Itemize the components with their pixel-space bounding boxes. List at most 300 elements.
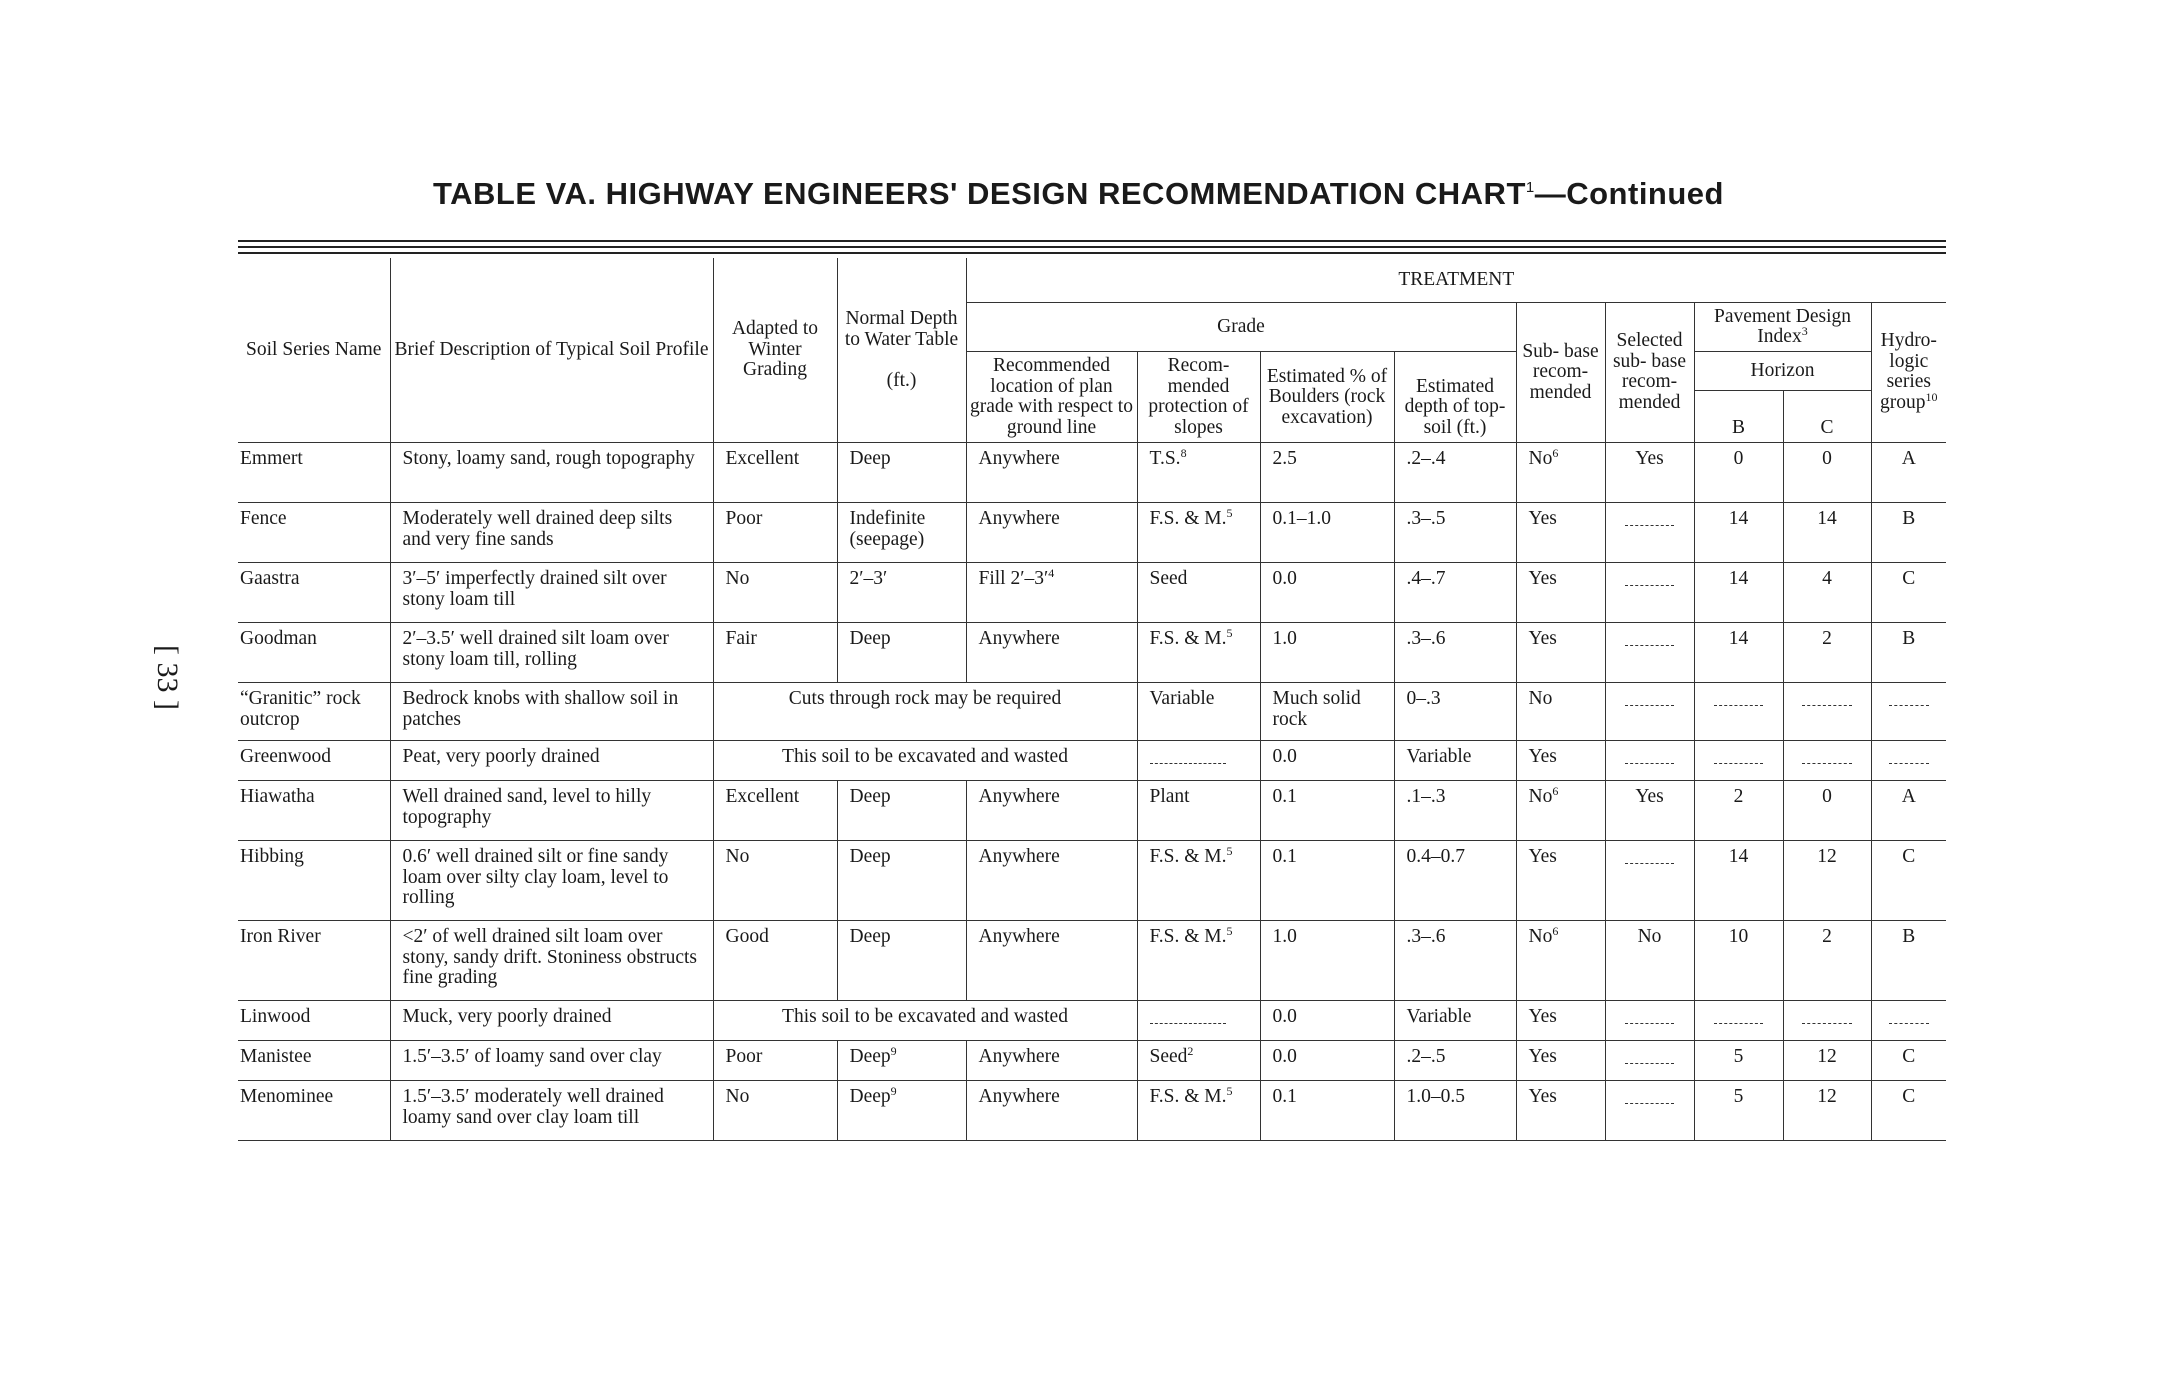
slope-protection [1137, 781, 1260, 841]
boulder-percent [1260, 921, 1394, 1001]
pavement-index-b [1694, 683, 1783, 741]
water-table-depth-text: Deep [849, 448, 891, 470]
boulder-percent-text: 0.0 [1272, 568, 1297, 590]
slope-protection-footnote: 5 [1226, 1084, 1233, 1099]
treatment-note-text: This soil to be excavated and wasted [782, 1006, 1068, 1028]
empty-dash [1714, 689, 1764, 706]
empty-dash [1714, 1007, 1764, 1024]
topsoil-depth [1394, 623, 1516, 683]
topsoil-depth [1394, 741, 1516, 781]
header-water-table-unit: (ft.) [886, 369, 917, 391]
boulder-percent-text: 1.0 [1272, 926, 1297, 948]
soil-series-name-text: Gaastra [240, 568, 300, 590]
slope-protection [1137, 1001, 1260, 1041]
winter-grading [713, 921, 837, 1001]
boulder-percent-text: 1.0 [1272, 628, 1297, 650]
topsoil-depth [1394, 683, 1516, 741]
soil-series-name-text: Manistee [240, 1046, 312, 1068]
soil-description [390, 1001, 713, 1041]
title-suffix: —Continued [1534, 176, 1724, 211]
soil-series-name [238, 841, 390, 921]
title-main: TABLE VA. HIGHWAY ENGINEERS' DESIGN RECOMMENDATION CHART [433, 176, 1526, 211]
topsoil-depth-text: Variable [1406, 746, 1472, 768]
boulder-percent [1260, 443, 1394, 503]
table-row [238, 841, 1946, 921]
plan-grade-location-text: Anywhere [978, 448, 1060, 470]
empty-dash [1802, 689, 1851, 706]
selected-subbase [1605, 563, 1694, 623]
soil-series-name-text: Iron River [240, 926, 321, 948]
header-pavement-index-label: Pavement Design Index [1713, 305, 1851, 347]
slope-protection [1137, 921, 1260, 1001]
winter-grading [713, 563, 837, 623]
topsoil-depth [1394, 1001, 1516, 1041]
plan-grade-location-text: Anywhere [978, 1086, 1060, 1108]
soil-description-text: <2′ of well drained silt loam over stony, sandy drift. Stoniness obstructs fine grading [402, 926, 697, 989]
soil-series-name-text: Hibbing [240, 846, 304, 868]
empty-dash [1889, 689, 1928, 706]
water-table-depth [837, 781, 966, 841]
table-row [238, 623, 1946, 683]
winter-grading [713, 1041, 837, 1081]
soil-description [390, 683, 713, 741]
slope-protection [1137, 683, 1260, 741]
winter-grading [713, 781, 837, 841]
water-table-depth [837, 623, 966, 683]
topsoil-depth-text: .3–.5 [1406, 508, 1446, 530]
boulder-percent [1260, 623, 1394, 683]
topsoil-depth-text: .2–.4 [1406, 448, 1446, 470]
pavement-index-c [1783, 563, 1871, 623]
plan-grade-location [966, 623, 1137, 683]
pavement-index-b-text: 14 [1728, 846, 1749, 868]
header-boulders: Estimated % of Boulders (rock excavation) [1260, 352, 1394, 443]
plan-grade-location-text: Anywhere [978, 628, 1060, 650]
slope-protection-text: F.S. & M. [1149, 628, 1227, 650]
pavement-index-c [1783, 443, 1871, 503]
boulder-percent-text: 0.0 [1272, 1046, 1297, 1068]
pavement-index-c [1783, 1081, 1871, 1141]
pavement-index-c [1783, 1001, 1871, 1041]
table-row [238, 683, 1946, 741]
pavement-index-c-text: 2 [1822, 628, 1832, 650]
hydrologic-group [1871, 683, 1946, 741]
winter-grading [713, 1081, 837, 1141]
slope-protection-text: Variable [1149, 688, 1215, 710]
hydrologic-group-text: C [1902, 568, 1916, 590]
topsoil-depth [1394, 443, 1516, 503]
hydrologic-group [1871, 563, 1946, 623]
boulder-percent [1260, 503, 1394, 563]
boulder-percent [1260, 741, 1394, 781]
plan-grade-location [966, 841, 1137, 921]
hydrologic-group [1871, 781, 1946, 841]
subbase-recommended [1516, 841, 1605, 921]
topsoil-depth [1394, 563, 1516, 623]
subbase-recommended-text: No [1528, 926, 1553, 948]
soil-series-name [238, 503, 390, 563]
selected-subbase [1605, 443, 1694, 503]
empty-dash [1150, 747, 1226, 764]
pavement-index-b [1694, 503, 1783, 563]
water-table-depth [837, 1041, 966, 1081]
pavement-index-b-text: 14 [1728, 568, 1749, 590]
soil-series-name-text: Fence [240, 508, 287, 530]
hydrologic-group-text: C [1902, 1046, 1916, 1068]
boulder-percent [1260, 1081, 1394, 1141]
plan-grade-location [966, 563, 1137, 623]
pavement-index-c-text: 0 [1822, 786, 1832, 808]
table-row [238, 1001, 1946, 1041]
header-winter-grading: Adapted to Winter Grading [713, 258, 837, 443]
subbase-recommended-text: Yes [1528, 568, 1557, 590]
soil-description-text: Bedrock knobs with shallow soil in patches [402, 688, 679, 730]
soil-series-name [238, 781, 390, 841]
soil-description-text: Peat, very poorly drained [402, 746, 600, 768]
water-table-depth-text: Deep [849, 628, 891, 650]
header-subbase: Sub- base recom- mended [1516, 302, 1605, 443]
empty-dash [1150, 1007, 1226, 1024]
selected-subbase [1605, 1001, 1694, 1041]
topsoil-depth [1394, 1041, 1516, 1081]
soil-series-name-text: Greenwood [240, 746, 331, 768]
pavement-index-c [1783, 741, 1871, 781]
topsoil-depth-text: .2–.5 [1406, 1046, 1446, 1068]
header-soil-series: Soil Series Name [238, 258, 390, 443]
soil-description [390, 781, 713, 841]
boulder-percent [1260, 781, 1394, 841]
empty-dash [1625, 847, 1675, 864]
boulder-percent-text: 0.1–1.0 [1272, 508, 1331, 530]
boulder-percent [1260, 683, 1394, 741]
pavement-index-c-text: 0 [1822, 448, 1832, 470]
slope-protection-text: F.S. & M. [1149, 508, 1227, 530]
table-row [238, 921, 1946, 1001]
slope-protection-footnote: 5 [1226, 626, 1233, 641]
topsoil-depth-text: 0–.3 [1406, 688, 1441, 710]
winter-grading [713, 623, 837, 683]
page-number: [ 33 ] [151, 645, 184, 710]
selected-subbase [1605, 1081, 1694, 1141]
pavement-index-b-text: 5 [1733, 1046, 1744, 1068]
soil-description [390, 443, 713, 503]
empty-dash [1714, 747, 1764, 764]
slope-protection-footnote: 5 [1226, 506, 1233, 521]
winter-grading [713, 503, 837, 563]
slope-protection-footnote: 5 [1226, 924, 1233, 939]
subbase-recommended [1516, 1041, 1605, 1081]
header-treatment: TREATMENT [966, 258, 1946, 302]
plan-grade-location [966, 503, 1137, 563]
soil-description [390, 1041, 713, 1081]
boulder-percent [1260, 1001, 1394, 1041]
pavement-index-b-text: 0 [1733, 448, 1744, 470]
selected-subbase [1605, 623, 1694, 683]
boulder-percent-text: 2.5 [1272, 448, 1297, 470]
soil-series-name-text: Emmert [240, 448, 303, 470]
pavement-index-b [1694, 841, 1783, 921]
soil-series-name-text: Goodman [240, 628, 317, 650]
header-horizon-b: B [1694, 390, 1783, 443]
soil-series-name [238, 683, 390, 741]
hydrologic-group-text: A [1901, 786, 1916, 808]
subbase-recommended [1516, 443, 1605, 503]
subbase-recommended-text: No [1528, 688, 1553, 710]
topsoil-depth-text: .3–.6 [1406, 926, 1446, 948]
subbase-recommended-footnote: 6 [1552, 446, 1559, 461]
subbase-recommended-footnote: 6 [1552, 924, 1559, 939]
hydrologic-group-text: B [1902, 628, 1916, 650]
soil-description-text: 1.5′–3.5′ of loamy sand over clay [402, 1046, 662, 1068]
soil-series-name [238, 443, 390, 503]
boulder-percent-text: 0.1 [1272, 1086, 1297, 1108]
pavement-index-c [1783, 1041, 1871, 1081]
soil-description [390, 841, 713, 921]
header-horizon-c: C [1783, 390, 1871, 443]
hydrologic-group-text: C [1902, 846, 1916, 868]
water-table-depth [837, 503, 966, 563]
soil-series-name [238, 1001, 390, 1041]
soil-description [390, 1081, 713, 1141]
soil-description [390, 563, 713, 623]
pavement-index-b-text: 10 [1728, 926, 1749, 948]
winter-grading-text: Good [725, 926, 769, 948]
subbase-recommended-text: Yes [1528, 1006, 1557, 1028]
soil-description-text: Muck, very poorly drained [402, 1006, 612, 1028]
hydrologic-group-text: B [1902, 926, 1916, 948]
empty-dash [1625, 1007, 1675, 1024]
selected-subbase-text: Yes [1635, 448, 1664, 470]
header-hydrologic-footnote: 10 [1925, 389, 1938, 404]
topsoil-depth-text: .4–.7 [1406, 568, 1446, 590]
hydrologic-group-text: A [1901, 448, 1916, 470]
pavement-index-c [1783, 841, 1871, 921]
plan-grade-location [966, 781, 1137, 841]
header-location: Recommended location of plan grade with respect to ground line [966, 352, 1137, 443]
hydrologic-group [1871, 623, 1946, 683]
water-table-depth [837, 841, 966, 921]
empty-dash [1889, 1007, 1928, 1024]
table-title [0, 176, 2157, 212]
pavement-index-b [1694, 623, 1783, 683]
topsoil-depth-text: .1–.3 [1406, 786, 1446, 808]
header-pavement-footnote: 3 [1801, 323, 1808, 338]
plan-grade-location-text: Anywhere [978, 846, 1060, 868]
treatment-note-text: Cuts through rock may be required [788, 688, 1062, 710]
treatment-note [713, 683, 1137, 741]
header-topsoil: Estimated depth of top-soil (ft.) [1394, 352, 1516, 443]
boulder-percent-text: 0.1 [1272, 786, 1297, 808]
soil-series-name [238, 563, 390, 623]
slope-protection-footnote: 5 [1226, 844, 1233, 859]
winter-grading-text: No [725, 1086, 750, 1108]
hydrologic-group [1871, 503, 1946, 563]
header-protection: Recom- mended protection of slopes [1137, 352, 1260, 443]
selected-subbase [1605, 921, 1694, 1001]
water-table-depth [837, 921, 966, 1001]
subbase-recommended-text: Yes [1528, 1086, 1557, 1108]
pavement-index-b [1694, 443, 1783, 503]
plan-grade-location [966, 443, 1137, 503]
pavement-index-b-text: 2 [1733, 786, 1744, 808]
selected-subbase-text: No [1637, 926, 1662, 948]
subbase-recommended-text: Yes [1528, 846, 1557, 868]
soil-series-name-text: “Granitic” rock outcrop [240, 688, 361, 730]
subbase-recommended [1516, 563, 1605, 623]
plan-grade-location-text: Anywhere [978, 1046, 1060, 1068]
empty-dash [1625, 629, 1675, 646]
slope-protection-text: F.S. & M. [1149, 846, 1227, 868]
empty-dash [1625, 1047, 1675, 1064]
pavement-index-b [1694, 781, 1783, 841]
selected-subbase [1605, 1041, 1694, 1081]
plan-grade-location [966, 1041, 1137, 1081]
title-footnote: 1 [1525, 179, 1535, 196]
slope-protection [1137, 443, 1260, 503]
soil-series-name-text: Hiawatha [240, 786, 315, 808]
table-header [238, 258, 1946, 443]
header-selected-subbase: Selected sub- base recom- mended [1605, 302, 1694, 443]
pavement-index-c-text: 12 [1817, 846, 1837, 868]
topsoil-depth [1394, 781, 1516, 841]
top-rule-3 [238, 252, 1946, 254]
selected-subbase [1605, 741, 1694, 781]
subbase-recommended [1516, 921, 1605, 1001]
soil-description-text: 1.5′–3.5′ moderately well drained loamy sand over clay loam till [402, 1086, 664, 1128]
table-row [238, 503, 1946, 563]
subbase-recommended [1516, 683, 1605, 741]
boulder-percent-text: 0.0 [1272, 746, 1297, 768]
water-table-depth-text: Indefinite (seepage) [849, 508, 926, 550]
selected-subbase-text: Yes [1635, 786, 1664, 808]
winter-grading-text: Excellent [725, 448, 800, 470]
pavement-index-b-text: 5 [1733, 1086, 1744, 1108]
header-horizon: Horizon [1694, 352, 1871, 390]
slope-protection-text: T.S. [1149, 448, 1181, 470]
empty-dash [1625, 569, 1675, 586]
soil-description-text: 3′–5′ imperfectly drained silt over stony loam till [402, 568, 667, 610]
pavement-index-c [1783, 781, 1871, 841]
hydrologic-group-text: B [1902, 508, 1916, 530]
empty-dash [1889, 747, 1928, 764]
pavement-index-b [1694, 563, 1783, 623]
plan-grade-location-text: Anywhere [978, 786, 1060, 808]
water-table-depth [837, 1081, 966, 1141]
selected-subbase [1605, 683, 1694, 741]
topsoil-depth-text: 0.4–0.7 [1406, 846, 1465, 868]
subbase-recommended [1516, 1081, 1605, 1141]
subbase-recommended-footnote: 6 [1552, 784, 1559, 799]
soil-series-name [238, 921, 390, 1001]
hydrologic-group-text: C [1902, 1086, 1916, 1108]
winter-grading [713, 443, 837, 503]
empty-dash [1625, 747, 1675, 764]
pavement-index-c [1783, 921, 1871, 1001]
topsoil-depth [1394, 841, 1516, 921]
pavement-index-c [1783, 683, 1871, 741]
header-water-table-label: Normal Depth to Water Table [844, 308, 959, 350]
boulder-percent-text: Much solid rock [1272, 688, 1361, 730]
selected-subbase [1605, 781, 1694, 841]
slope-protection [1137, 741, 1260, 781]
winter-grading-text: Poor [725, 508, 763, 530]
boulder-percent-text: 0.0 [1272, 1006, 1297, 1028]
boulder-percent-text: 0.1 [1272, 846, 1297, 868]
table-row [238, 781, 1946, 841]
hydrologic-group [1871, 1001, 1946, 1041]
pavement-index-c-text: 14 [1817, 508, 1837, 530]
hydrologic-group [1871, 1081, 1946, 1141]
header-hydrologic-label: Hydro- logic series group [1880, 330, 1937, 413]
top-rule [238, 240, 1946, 242]
winter-grading-text: Fair [725, 628, 757, 650]
slope-protection [1137, 1041, 1260, 1081]
soil-series-name [238, 1041, 390, 1081]
slope-protection [1137, 623, 1260, 683]
subbase-recommended-text: Yes [1528, 508, 1557, 530]
plan-grade-location-text: Anywhere [978, 926, 1060, 948]
topsoil-depth [1394, 921, 1516, 1001]
slope-protection-text: F.S. & M. [1149, 926, 1227, 948]
water-table-depth [837, 563, 966, 623]
hydrologic-group [1871, 921, 1946, 1001]
table-row [238, 741, 1946, 781]
slope-protection-footnote: 8 [1180, 446, 1187, 461]
soil-series-name [238, 1081, 390, 1141]
empty-dash [1625, 509, 1675, 526]
water-table-depth-footnote: 9 [890, 1044, 897, 1059]
slope-protection [1137, 841, 1260, 921]
pavement-index-c [1783, 503, 1871, 563]
treatment-note [713, 741, 1137, 781]
water-table-depth-text: Deep [849, 1086, 891, 1108]
subbase-recommended-text: Yes [1528, 746, 1557, 768]
empty-dash [1802, 1007, 1851, 1024]
water-table-depth-footnote: 9 [890, 1084, 897, 1099]
topsoil-depth-text: .3–.6 [1406, 628, 1446, 650]
subbase-recommended [1516, 503, 1605, 563]
pavement-index-c-text: 2 [1822, 926, 1832, 948]
topsoil-depth [1394, 1081, 1516, 1141]
slope-protection-text: Plant [1149, 786, 1190, 808]
soil-series-name [238, 623, 390, 683]
subbase-recommended [1516, 623, 1605, 683]
slope-protection-text: F.S. & M. [1149, 1086, 1227, 1108]
hydrologic-group [1871, 841, 1946, 921]
winter-grading [713, 841, 837, 921]
pavement-index-c [1783, 623, 1871, 683]
soil-series-name-text: Linwood [240, 1006, 311, 1028]
boulder-percent [1260, 563, 1394, 623]
hydrologic-group [1871, 1041, 1946, 1081]
pavement-index-c-text: 12 [1817, 1086, 1837, 1108]
plan-grade-location [966, 1081, 1137, 1141]
boulder-percent [1260, 841, 1394, 921]
water-table-depth-text: Deep [849, 1046, 891, 1068]
soil-description [390, 503, 713, 563]
header-pavement-index [1694, 302, 1871, 352]
slope-protection-text: Seed [1149, 568, 1188, 590]
header-hydrologic-group [1871, 302, 1946, 443]
water-table-depth-text: Deep [849, 926, 891, 948]
subbase-recommended-text: Yes [1528, 628, 1557, 650]
boulder-percent [1260, 1041, 1394, 1081]
soil-series-name-text: Menominee [240, 1086, 334, 1108]
slope-protection-footnote: 2 [1187, 1044, 1194, 1059]
top-rule-2 [238, 246, 1946, 248]
soil-description-text: 0.6′ well drained silt or fine sandy loam over silty clay loam, level to rolling [402, 846, 669, 909]
subbase-recommended-text: Yes [1528, 1046, 1557, 1068]
